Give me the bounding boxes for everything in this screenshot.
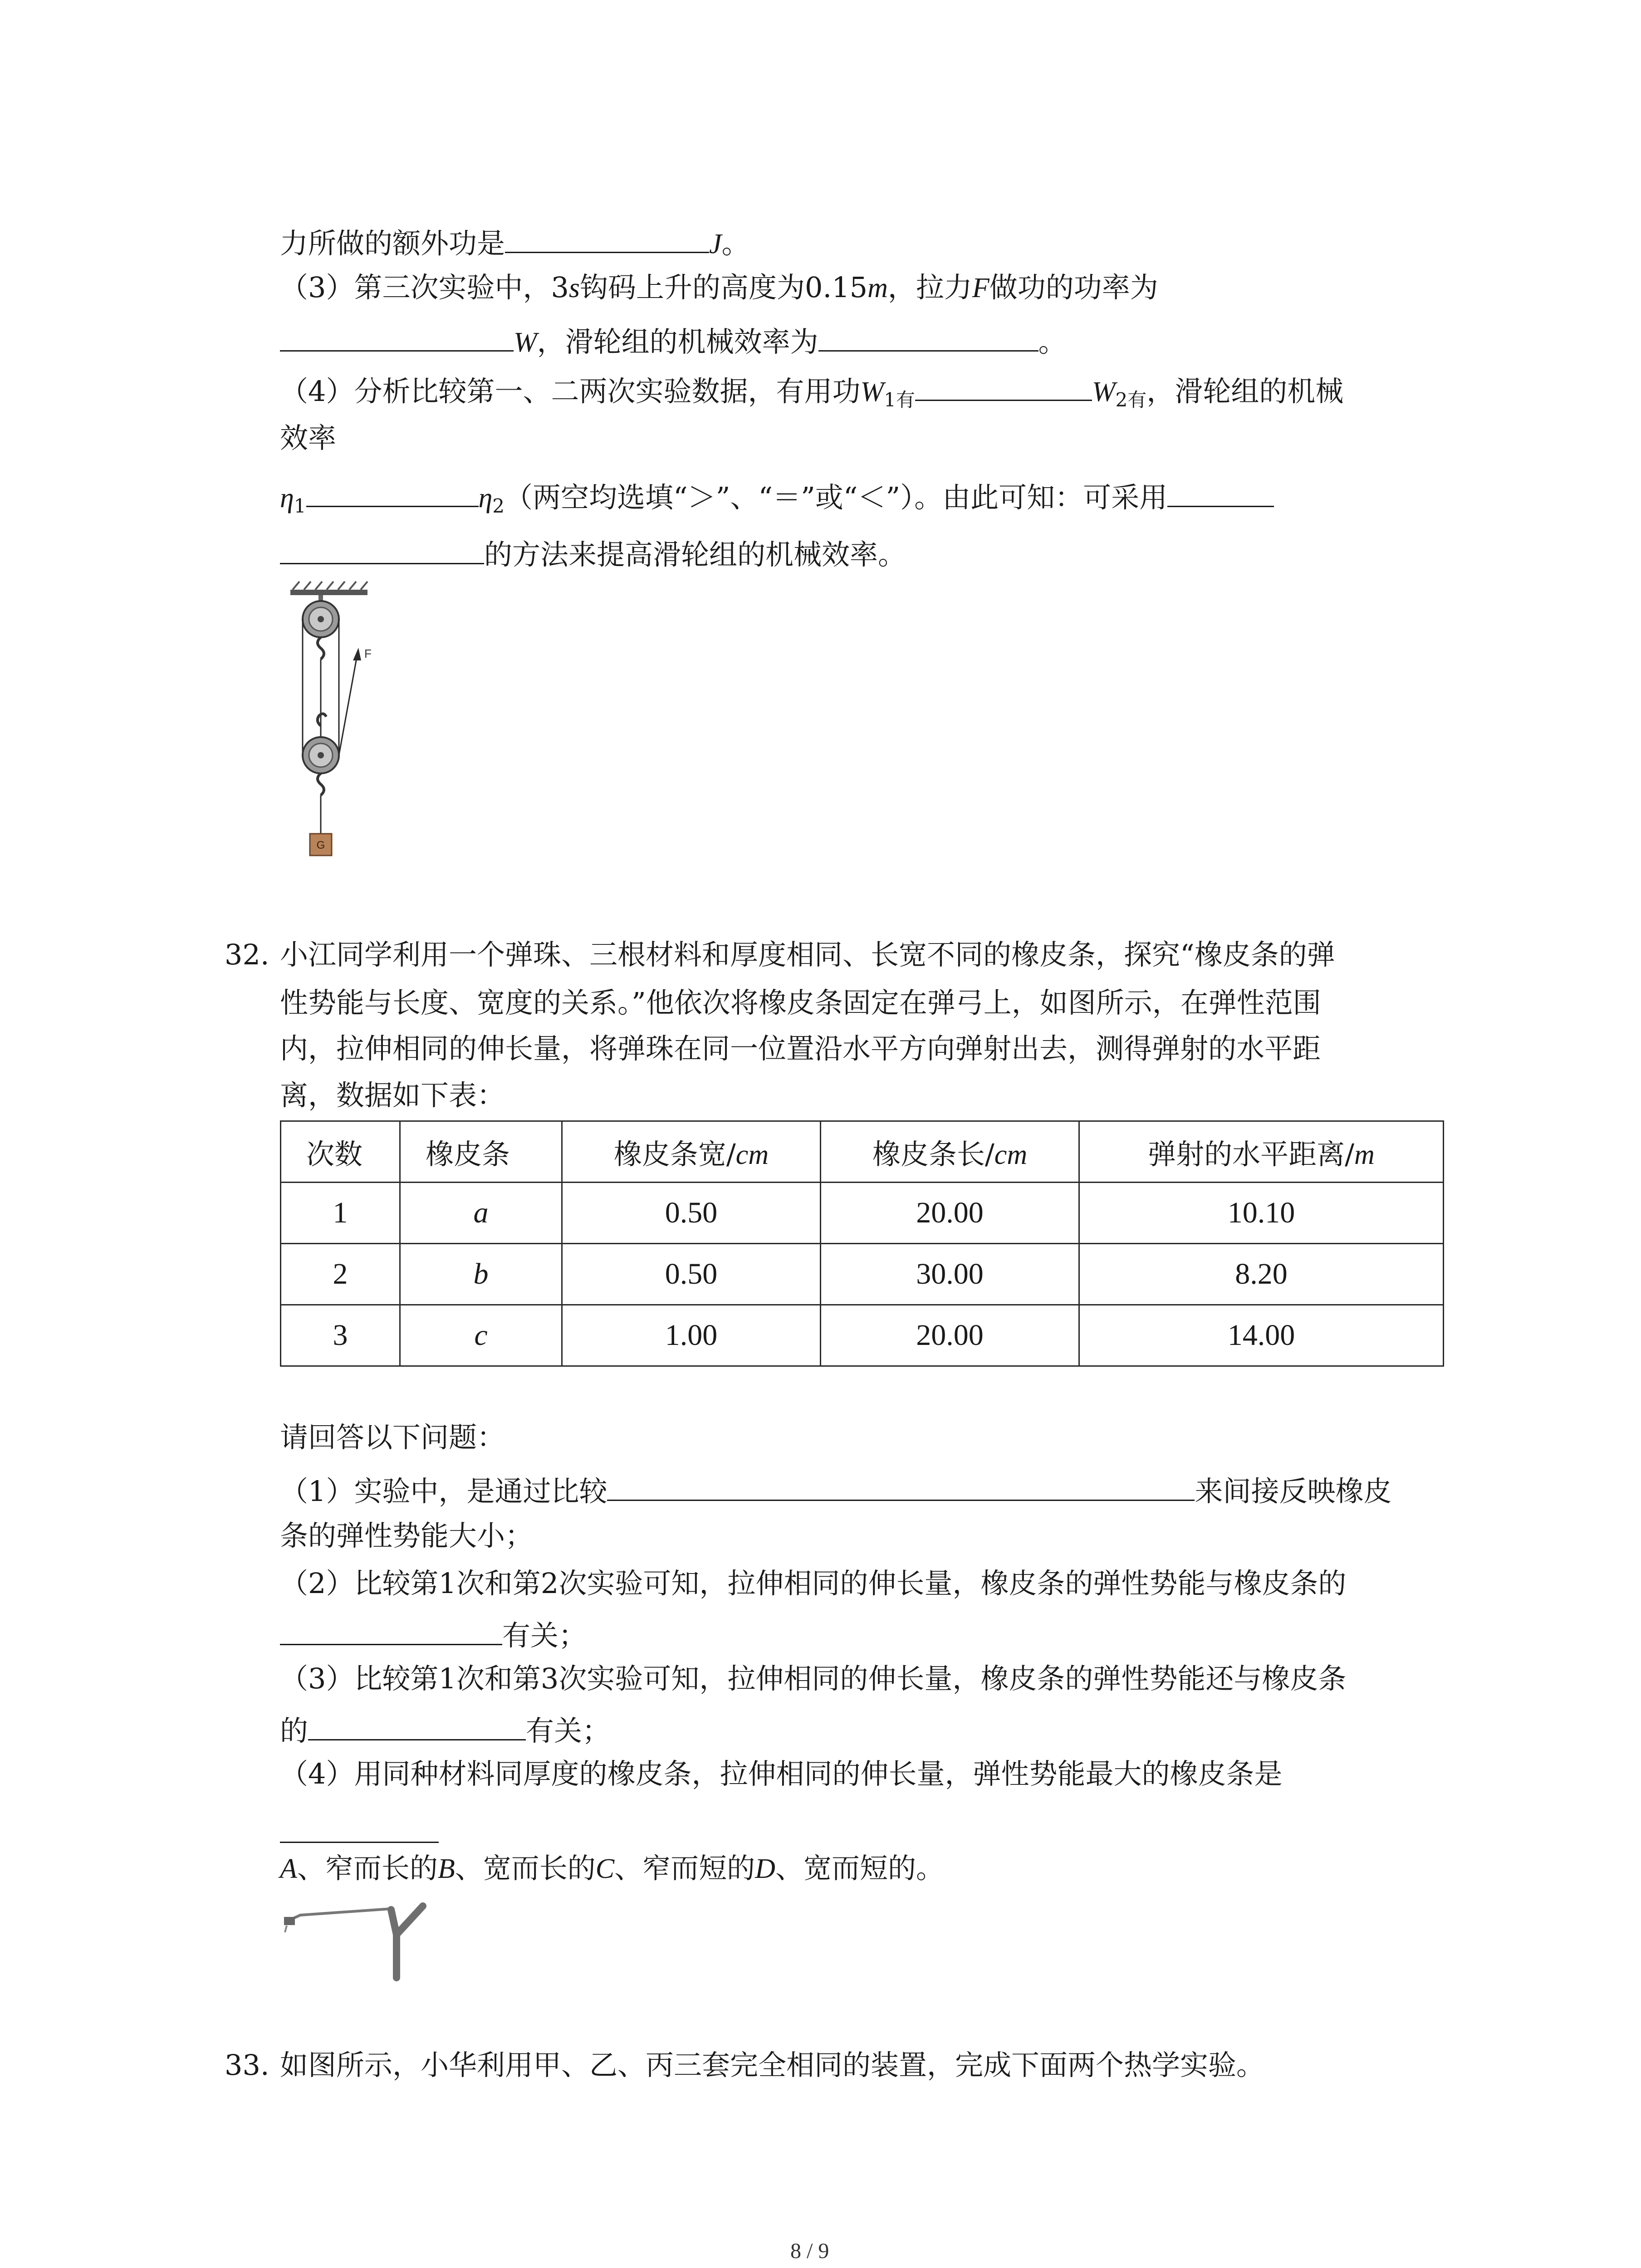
table-cell: 8.20 [1079, 1244, 1444, 1305]
q32-sub1-line1 [280, 1473, 1392, 1508]
table-cell: 1.00 [562, 1305, 821, 1366]
answer-blank[interactable] [1167, 479, 1274, 507]
pulley-system-figure [281, 576, 399, 875]
answer-blank[interactable] [306, 479, 479, 507]
q32-text: 来间接反映橡皮 [1195, 1475, 1392, 1508]
q31-part3-line1 [280, 271, 1158, 304]
q32-intro-line: 性势能与长度、宽度的关系。”他依次将橡皮条固定在弹弓上，如图所示，在弹性范围 [280, 986, 1321, 1019]
q32-ask: 请回答以下问题： [280, 1421, 505, 1454]
q31-text: 。 [721, 227, 750, 260]
pouch-string [285, 1926, 287, 1932]
answer-blank[interactable] [505, 225, 709, 253]
q32-number: 32. [225, 938, 269, 971]
answer-blank[interactable] [280, 537, 484, 564]
q31-part4-line1 [280, 373, 1343, 410]
q32-intro-line: 小江同学利用一个弹珠、三根材料和厚度相同、长宽不同的橡皮条，探究“橡皮条的弹 [280, 938, 1335, 971]
variable-symbol: W [1092, 376, 1116, 407]
q32-options [280, 1854, 944, 1883]
force-arrow-icon [353, 648, 361, 660]
slingshot-frame [391, 1910, 397, 1978]
table-cell: 20.00 [821, 1183, 1079, 1244]
variable-symbol: η [478, 483, 493, 513]
table-header: 次数 [281, 1121, 400, 1183]
fixed-pulley [303, 595, 339, 659]
table-cell: 2 [281, 1244, 400, 1305]
q31-part4-line4 [280, 537, 906, 569]
option-letter: A [280, 1853, 297, 1884]
answer-blank[interactable] [280, 324, 514, 352]
ropes [303, 619, 358, 755]
q32-intro-line: 离，数据如下表： [280, 1079, 505, 1112]
q32-sub1-line2: 条的弹性势能大小； [280, 1519, 534, 1552]
slingshot-figure [278, 1892, 446, 1982]
answer-blank[interactable] [607, 1473, 1195, 1501]
option-text: 、窄而长的 [297, 1852, 438, 1885]
option-text: 、窄而短的 [614, 1852, 755, 1885]
answer-blank[interactable] [308, 1713, 526, 1740]
table-cell: 10.10 [1079, 1183, 1444, 1244]
table-cell: 1 [281, 1183, 400, 1244]
table-header-row [281, 1121, 1444, 1183]
q31-line-extra-work [280, 225, 750, 258]
answer-blank[interactable] [280, 1819, 439, 1843]
q32-text: 的 [280, 1714, 309, 1747]
ceiling-beam [290, 590, 367, 595]
rubber-band [290, 1909, 391, 1920]
variable-symbol: η [280, 483, 294, 513]
table-header: 橡皮条长/cm [821, 1121, 1079, 1183]
q32-sub4-line1: （4）用同种材料同厚度的橡皮条，拉伸相同的伸长量，弹性势能最大的橡皮条是 [280, 1757, 1283, 1790]
unit-symbol: W [514, 327, 537, 358]
q31-text: （3）第三次实验中，3 [280, 271, 569, 304]
q33-number: 33. [225, 2048, 269, 2082]
variable-symbol: W [860, 376, 884, 407]
table-cell: 0.50 [562, 1183, 821, 1244]
subscript: 1 [294, 495, 306, 517]
table-header: 弹射的水平距离/m [1079, 1121, 1444, 1183]
q32-sub3-line2 [280, 1713, 610, 1745]
unit-symbol: s [568, 273, 580, 303]
ceiling-hatch [293, 582, 367, 590]
q33-text: 如图所示，小华利用甲、乙、丙三套完全相同的装置，完成下面两个热学实验。 [280, 2048, 1265, 2082]
q31-text: 效率 [280, 421, 337, 455]
page-number: 8 / 9 [790, 2239, 829, 2263]
q31-part3-line2 [280, 324, 1067, 357]
table-row [281, 1305, 1444, 1366]
pouch [284, 1917, 295, 1925]
q32-intro-line: 内，拉伸相同的伸长量，将弹珠在同一位置沿水平方向弹射出去，测得弹射的水平距 [280, 1032, 1321, 1065]
answer-blank[interactable] [280, 1618, 502, 1645]
q31-text: ，拉力 [887, 271, 972, 304]
answer-blank[interactable] [818, 324, 1038, 352]
table-header: 橡皮条 [400, 1121, 562, 1183]
variable-symbol: F [972, 273, 989, 303]
subscript: 2有 [1115, 389, 1147, 411]
q31-text: 做功的功率为 [989, 271, 1158, 304]
table-header: 橡皮条宽/cm [562, 1121, 821, 1183]
subscript: 1有 [884, 389, 915, 411]
slingshot-fork [397, 1906, 423, 1935]
table-cell: 3 [281, 1305, 400, 1366]
q32-text: （1）实验中，是通过比较 [280, 1475, 607, 1508]
option-text: 、宽而短的。 [775, 1852, 944, 1885]
q31-text: （4）分析比较第一、二两次实验数据，有用功 [280, 375, 861, 408]
table-cell: a [400, 1183, 562, 1244]
table-cell: c [400, 1305, 562, 1366]
answer-blank[interactable] [915, 373, 1092, 401]
q31-text: ，滑轮组的机械 [1146, 375, 1344, 408]
subscript: 2 [492, 495, 505, 517]
table-cell: 30.00 [821, 1244, 1079, 1305]
q32-text: 有关； [502, 1619, 587, 1652]
q32-sub2-line1: （2）比较第1次和第2次实验可知，拉伸相同的伸长量，橡皮条的弹性势能与橡皮条的 [280, 1567, 1347, 1600]
table-cell: 14.00 [1079, 1305, 1444, 1366]
q31-text: 。 [1038, 325, 1067, 358]
q31-text: 钩码上升的高度为0.15 [580, 271, 868, 304]
table-cell: 20.00 [821, 1305, 1079, 1366]
q31-part4-line3 [280, 479, 1274, 516]
q31-text: ，滑轮组的机械效率为 [537, 325, 818, 358]
force-label: F [364, 647, 372, 660]
rubber-band-data-table [280, 1120, 1444, 1367]
q32-sub2-line2 [280, 1618, 587, 1650]
unit-symbol: J [709, 229, 722, 259]
table-row [281, 1183, 1444, 1244]
option-letter: D [755, 1853, 775, 1884]
table-cell: 0.50 [562, 1244, 821, 1305]
q32-text: 有关； [526, 1714, 611, 1747]
option-text: 、宽而长的 [455, 1852, 596, 1885]
q31-text: （两空均选填“＞”、“＝”或“＜”）。由此可知：可采用 [505, 481, 1168, 514]
table-row [281, 1244, 1444, 1305]
option-letter: B [437, 1853, 455, 1884]
weight-label: G [316, 839, 325, 851]
q31-text: 力所做的额外功是 [280, 227, 505, 260]
unit-symbol: m [867, 273, 888, 303]
q31-text: 的方法来提高滑轮组的机械效率。 [484, 538, 906, 571]
table-cell: b [400, 1244, 562, 1305]
q31-part4-line2 [280, 421, 337, 455]
q32-sub3-line1: （3）比较第1次和第3次实验可知，拉伸相同的伸长量，橡皮条的弹性势能还与橡皮条 [280, 1662, 1347, 1695]
option-letter: C [595, 1853, 615, 1884]
